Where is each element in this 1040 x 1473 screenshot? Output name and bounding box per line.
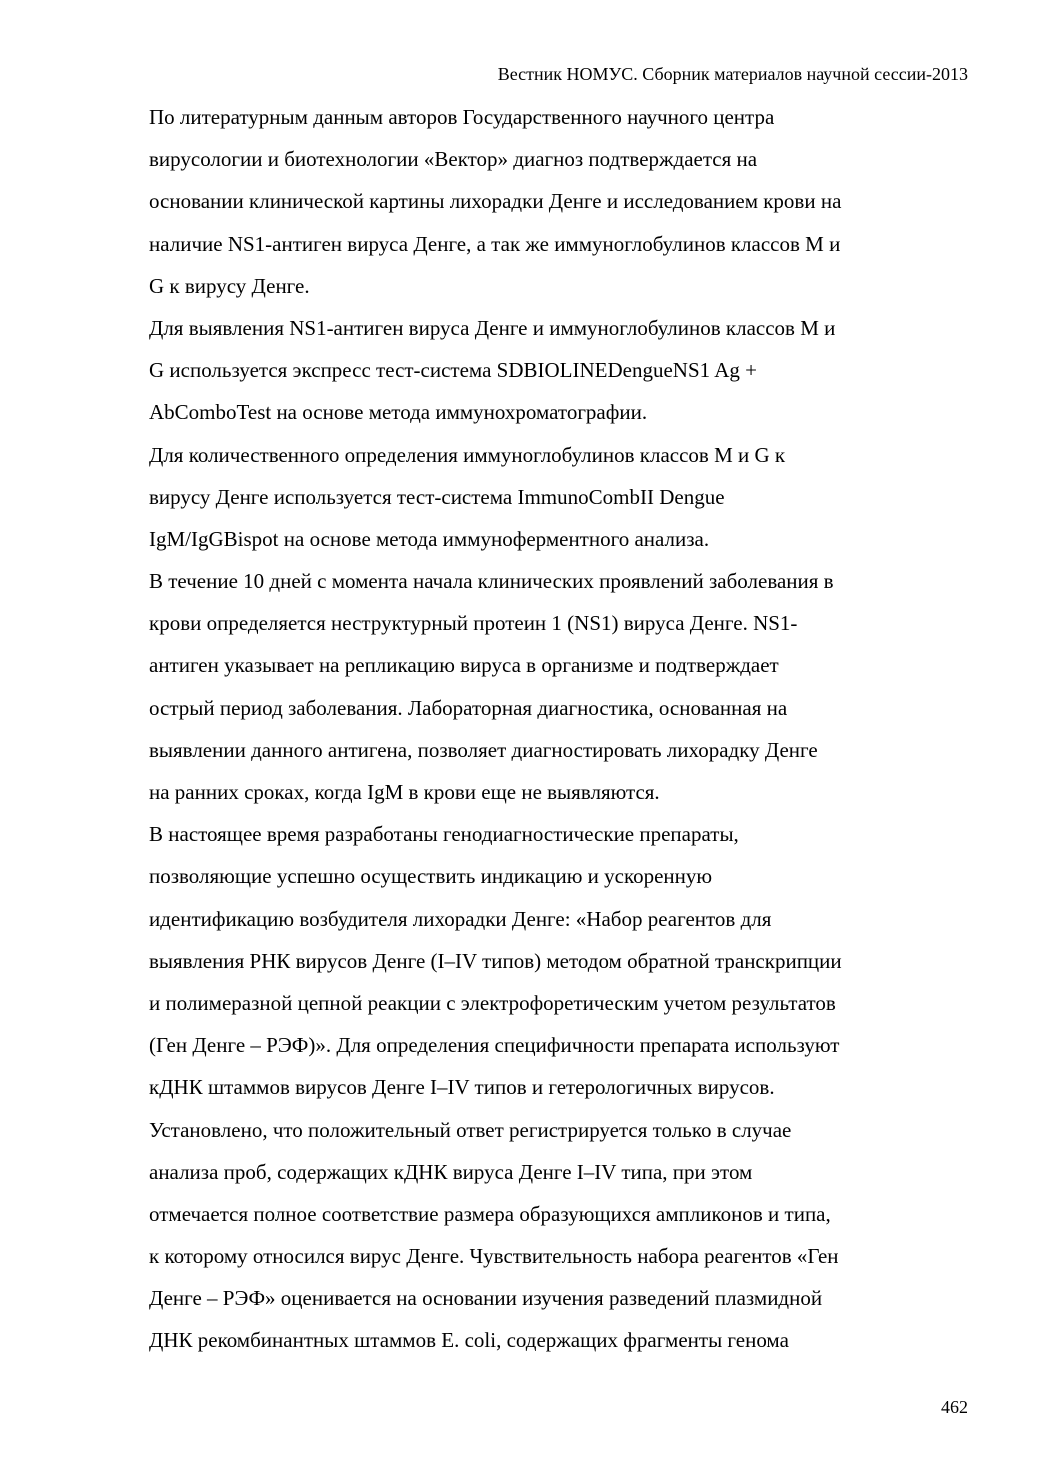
text-line: Установлено, что положительный ответ регистрируется только в случае [149,1117,792,1142]
text-line: отмечается полное соответствие размера образующихся ампликонов и типа, [149,1201,831,1226]
text-line: (Ген Денге – РЭФ)». Для определения специфичности препарата используют [149,1033,840,1058]
text-line: По литературным данным авторов Государственного научного центра [149,105,775,129]
text-line: идентификацию возбудителя лихорадки Денге: «Набор реагентов для [149,906,772,931]
body-text [149,96,979,1362]
text-line: крови определяется неструктурный протеин 1 (NS1) вируса Денге. NS1- [149,611,798,636]
page-number: 462 [941,1397,968,1417]
text-line: G к вирусу Денге. [149,273,310,298]
text-line: острый период заболевания. Лабораторная диагностика, основанная на [149,695,788,720]
text-line: выявления РНК вирусов Денге (I–IV типов) методом обратной транскрипции [149,948,842,973]
text-line: кДНК штаммов вирусов Денге I–IV типов и гетерологичных вирусов. [149,1075,775,1100]
text-line: вирусу Денге используется тест-система ImmunoCombII Dengue [149,484,725,509]
text-line: наличие NS1-антиген вируса Денге, а так же иммуноглобулинов классов M и [149,231,841,256]
text-line: IgM/IgGBispot на основе метода иммуноферментного анализа. [149,526,710,551]
text-line: выявлении данного антигена, позволяет диагностировать лихорадку Денге [149,737,818,762]
text-line: Для количественного определения иммуноглобулинов классов M и G к [149,442,786,467]
text-line: к которому относился вирус Денге. Чувствительность набора реагентов «Ген [149,1244,839,1269]
text-line: AbComboTest на основе метода иммунохроматографии. [149,400,648,425]
text-line: В течение 10 дней с момента начала клинических проявлений заболевания в [149,569,834,594]
text-line: ДНК рекомбинантных штаммов E. coli, содержащих фрагменты генома [149,1328,789,1353]
text-line: Для выявления NS1-антиген вируса Денге и иммуноглобулинов классов M и [149,315,836,340]
text-line: анализа проб, содержащих кДНК вируса Денге I–IV типа, при этом [149,1159,753,1184]
text-line: антиген указывает на репликацию вируса в организме и подтверждает [149,653,779,678]
text-line: В настоящее время разработаны генодиагностические препараты, [149,822,739,847]
text-line: G используется экспресс тест-система SDBIOLINEDengueNS1 Ag + [149,358,757,383]
text-line: Денге – РЭФ» оценивается на основании изучения разведений плазмидной [149,1286,823,1311]
running-header: Вестник НОМУС. Сборник материалов научной сессии-2013 [497,64,968,84]
text-line: и полимеразной цепной реакции с электрофоретическим учетом результатов [149,990,836,1015]
text-line: позволяющие успешно осуществить индикацию и ускоренную [149,864,713,889]
text-line: основании клинической картины лихорадки Денге и исследованием крови на [149,189,842,214]
text-line: на ранних сроках, когда IgM в крови еще не выявляются. [149,780,660,804]
text-line: вирусологии и биотехнологии «Вектор» диагноз подтверждается на [149,147,758,172]
